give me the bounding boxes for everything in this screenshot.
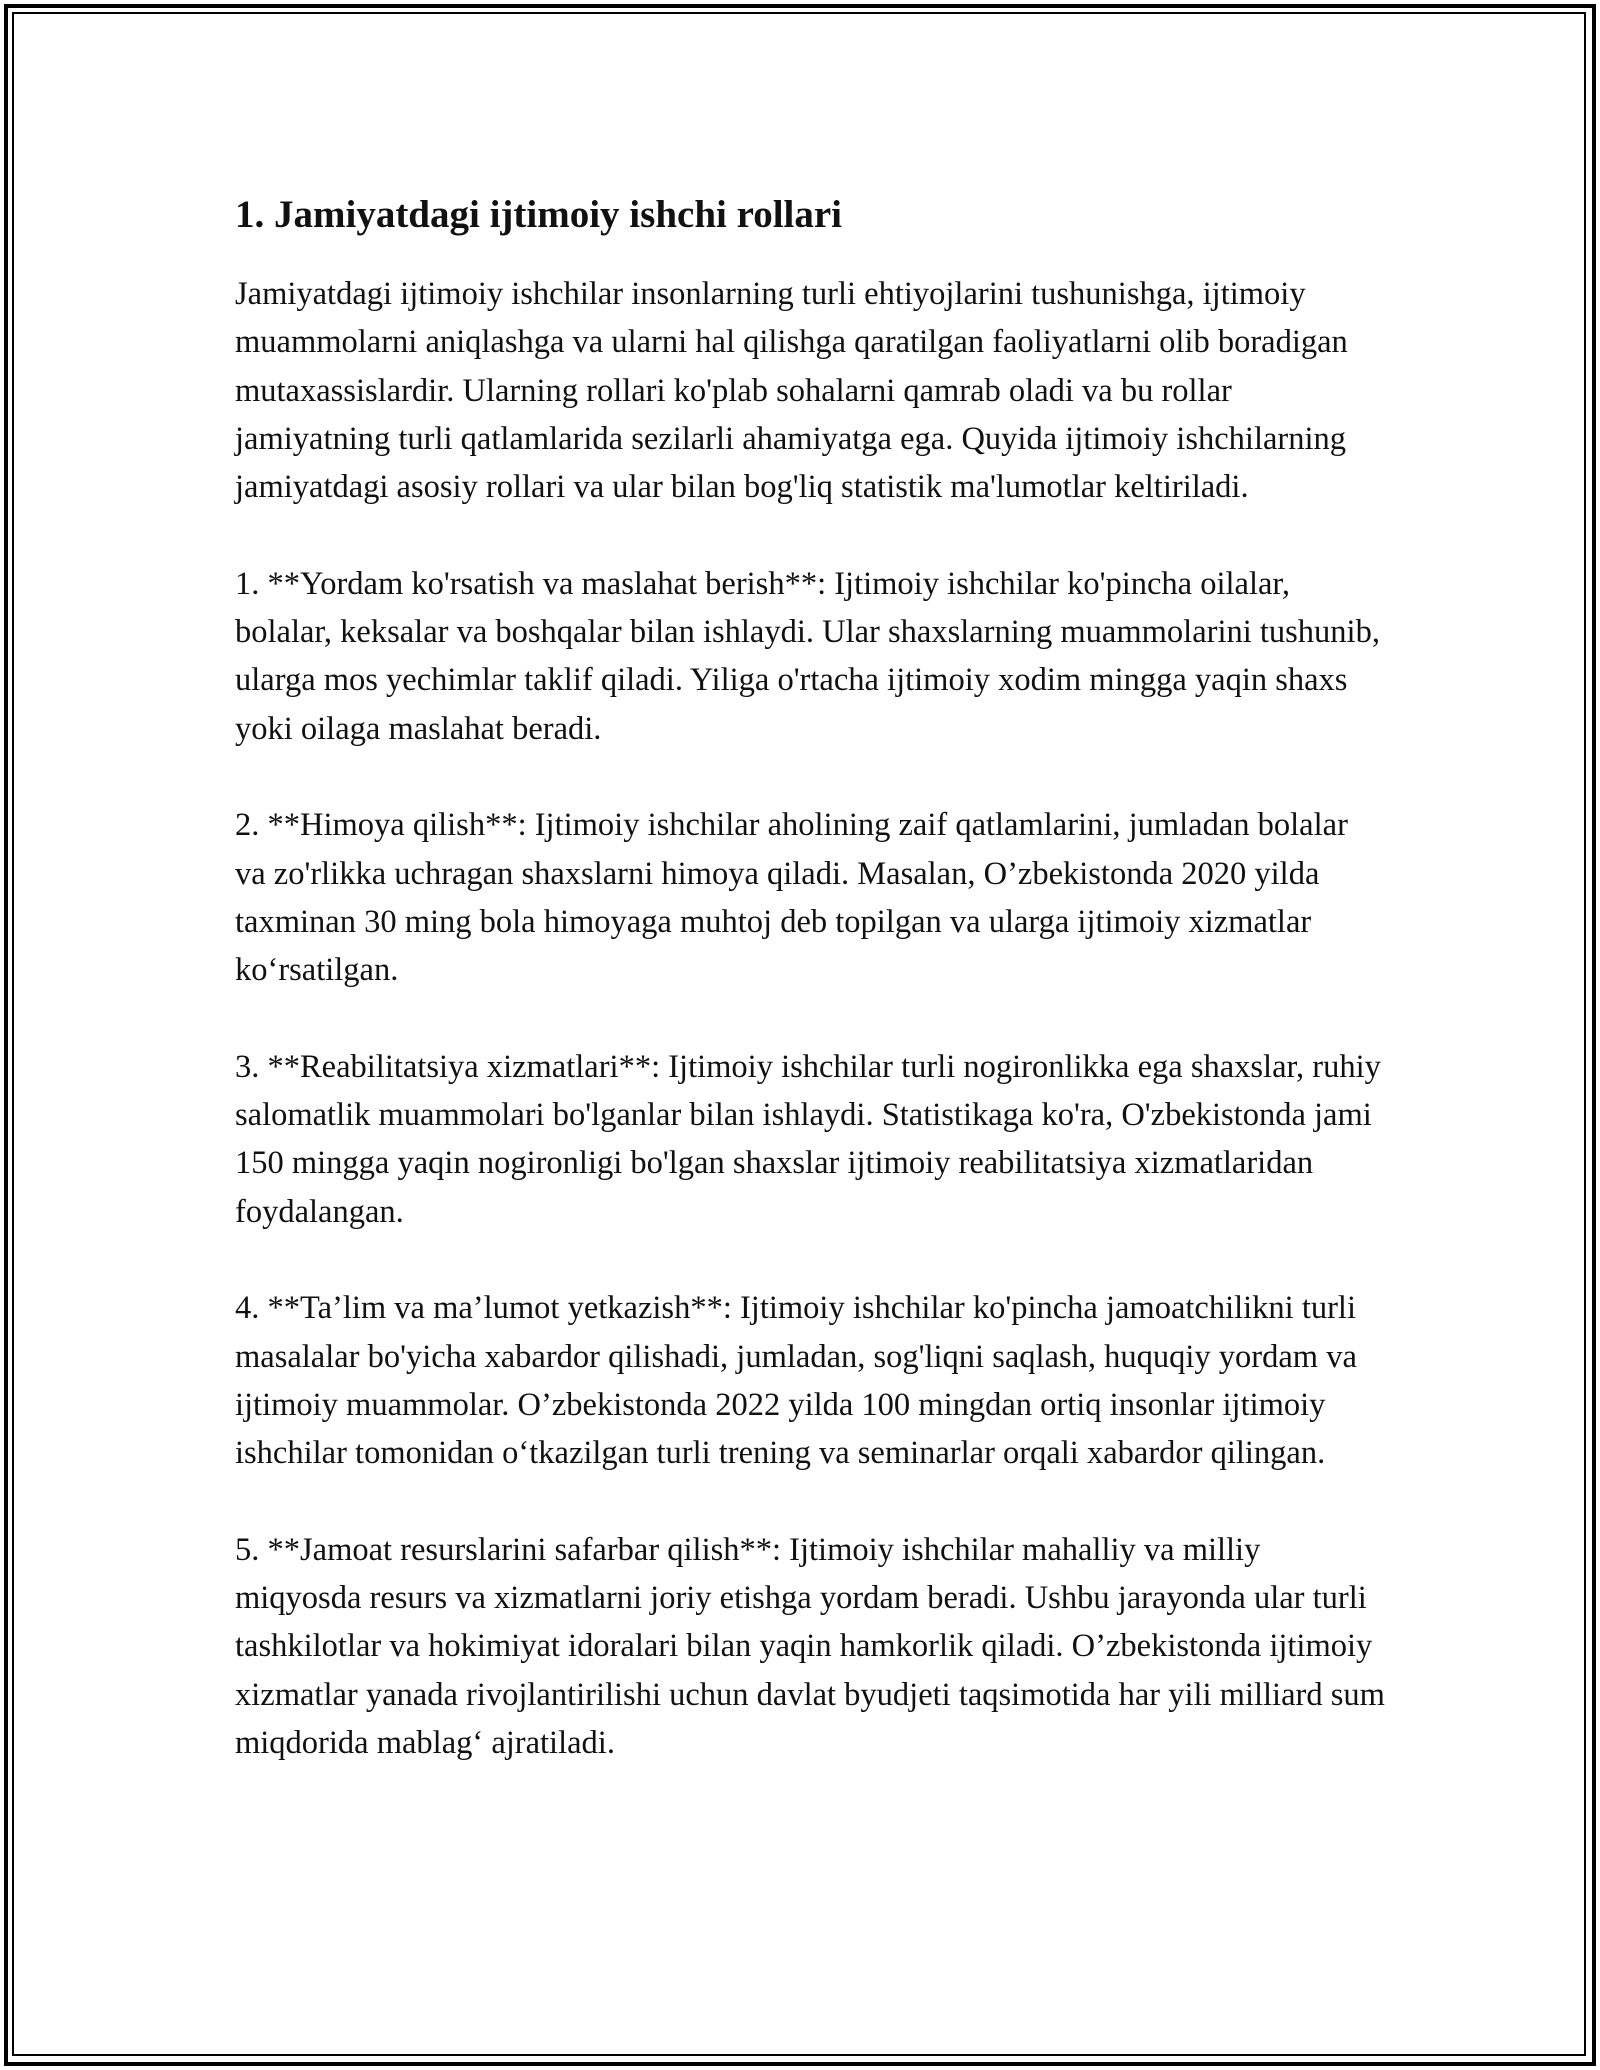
document-body xyxy=(235,180,1385,1816)
paragraph-yordam: 1. **Yordam ko'rsatish va maslahat berish**: Ijtimoiy ishchilar ko'pincha oilalar, bolalar, keksalar va boshqalar bilan ishlaydi. Ular shaxslarning muammolarini tushunib, ularga mos yechimlar taklif qiladi. Yiliga o'rtacha ijtimoiy xodim mingga yaqin shaxs yoki oilaga maslahat beradi. xyxy=(235,565,1380,747)
paragraph-himoya: 2. **Himoya qilish**: Ijtimoiy ishchilar aholining zaif qatlamlarini, jumladan bolalar va zo'rlikka uchragan shaxslarni himoya qiladi. Masalan, O’zbekistonda 2020 yilda taxminan 30 ming bola himoyaga muhtoj deb topilgan va ularga ijtimoiy xizmatlar ko‘rsatilgan. xyxy=(235,807,1348,989)
intro-paragraph: Jamiyatdagi ijtimoiy ishchilar insonlarning turli ehtiyojlarini tushunishga, ijtimoiy muammolarni aniqlashga va ularni hal qilishga qaratilgan faoliyatlarni olib boradigan mutaxassislardir. Ularning rollari ko'plab sohalarni qamrab oladi va bu rollar jamiyatning turli qatlamlarida sezilarli ahamiyatga ega. Quyida ijtimoiy ishchilarning jamiyatdagi asosiy rollari va ular bilan bog'liq statistik ma'lumotlar keltiriladi. xyxy=(235,276,1348,506)
paragraph-talim: 4. **Ta’lim va ma’lumot yetkazish**: Ijtimoiy ishchilar ko'pincha jamoatchilikni turli masalalar bo'yicha xabardor qilishadi, jumladan, sog'liqni saqlash, huquqiy yordam va ijtimoiy muammolar. O’zbekistonda 2022 yilda 100 mingdan ortiq insonlar ijtimoiy ishchilar tomonidan o‘tkazilgan turli trening va seminarlar orqali xabardor qilingan. xyxy=(235,1290,1357,1472)
paragraph-reabilitatsiya: 3. **Reabilitatsiya xizmatlari**: Ijtimoiy ishchilar turli nogironlikka ega shaxslar, ruhiy salomatlik muammolari bo'lganlar bilan ishlaydi. Statistikaga ko'ra, O'zbekistonda jami 150 mingga yaqin nogironligi bo'lgan shaxslar ijtimoiy reabilitatsiya xizmatlaridan foydalangan. xyxy=(235,1048,1381,1230)
document-title: 1. Jamiyatdagi ijtimoiy ishchi rollari xyxy=(235,193,843,236)
paragraph-resurslar: 5. **Jamoat resurslarini safarbar qilish**: Ijtimoiy ishchilar mahalliy va milliy miqyosda resurs va xizmatlarni joriy etishga yordam beradi. Ushbu jarayonda ular turli tashkilotlar va hokimiyat idoralari bilan yaqin hamkorlik qiladi. O’zbekistonda ijtimoiy xizmatlar yanada rivojlantirilishi uchun davlat byudjeti taqsimotida har yili milliard sum miqdorida mablag‘ ajratiladi. xyxy=(235,1531,1385,1761)
